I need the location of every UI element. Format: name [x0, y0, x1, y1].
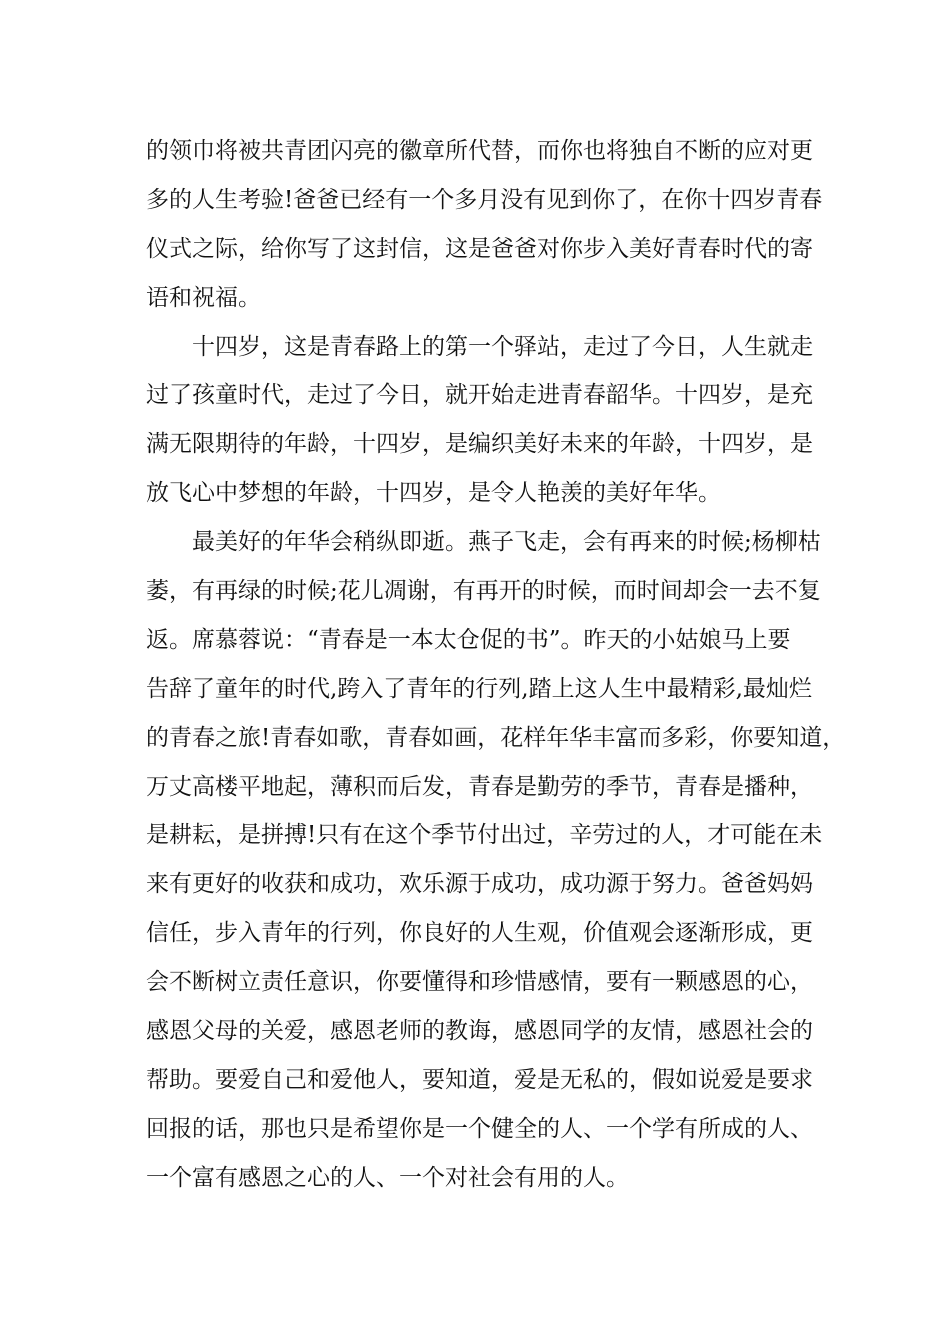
text-line: 告辞了童年的时代,跨入了青年的行列,踏上这人生中最精彩,最灿烂: [146, 675, 812, 702]
text-line: 满无限期待的年龄，十四岁，是编织美好未来的年龄，十四岁，是: [146, 431, 813, 458]
text-line: 十四岁，这是青春路上的第一个驿站，走过了今日，人生就走: [192, 333, 813, 360]
text-line: 一个富有感恩之心的人、一个对社会有用的人。: [146, 1164, 629, 1191]
text-line: 帮助。要爱自己和爱他人，要知道，爱是无私的，假如说爱是要求: [146, 1066, 813, 1093]
paragraph-3: [146, 518, 846, 1202]
text-line: 万丈高楼平地起，薄积而后发，青春是勤劳的季节，青春是播种，: [146, 773, 813, 800]
text-line: 过了孩童时代，走过了今日，就开始走进青春韶华。十四岁，是充: [146, 382, 813, 409]
text-line: 仪式之际，给你写了这封信，这是爸爸对你步入美好青春时代的寄: [146, 235, 813, 262]
text-line: 的青春之旅!青春如歌，青春如画，花样年华丰富而多彩，你要知道，: [146, 724, 846, 751]
text-line: 感恩父母的关爱，感恩老师的教诲，感恩同学的友情，感恩社会的: [146, 1018, 813, 1045]
text-line: 返。席慕蓉说：“青春是一本太仓促的书”。昨天的小姑娘马上要: [146, 626, 791, 653]
text-line: 是耕耘，是拼搏!只有在这个季节付出过，辛劳过的人，才可能在未: [146, 822, 823, 849]
paragraph-2: [146, 323, 826, 519]
text-line: 语和祝福。: [146, 284, 261, 311]
text-line: 的领巾将被共青团闪亮的徽章所代替，而你也将独自不断的应对更: [146, 138, 813, 164]
text-line: 会不断树立责任意识，你要懂得和珍惜感情，要有一颗感恩的心，: [146, 969, 813, 996]
text-line: 最美好的年华会稍纵即逝。燕子飞走，会有再来的时候;杨柳枯: [192, 529, 821, 556]
paragraph-1: [146, 127, 826, 323]
text-line: 放飞心中梦想的年龄，十四岁，是令人艳羡的美好年华。: [146, 480, 721, 507]
text-line: 萎，有再绿的时候;花儿凋谢，有再开的时候，而时间却会一去不复: [146, 578, 821, 605]
text-line: 信任，步入青年的行列，你良好的人生观，价值观会逐渐形成，更: [146, 920, 813, 947]
text-line: 回报的话，那也只是希望你是一个健全的人、一个学有所成的人、: [146, 1115, 813, 1142]
text-line: 来有更好的收获和成功，欢乐源于成功，成功源于努力。爸爸妈妈: [146, 871, 813, 898]
text-line: 多的人生考验!爸爸已经有一个多月没有见到你了，在你十四岁青春: [146, 186, 823, 213]
letter-body: [146, 127, 846, 1203]
